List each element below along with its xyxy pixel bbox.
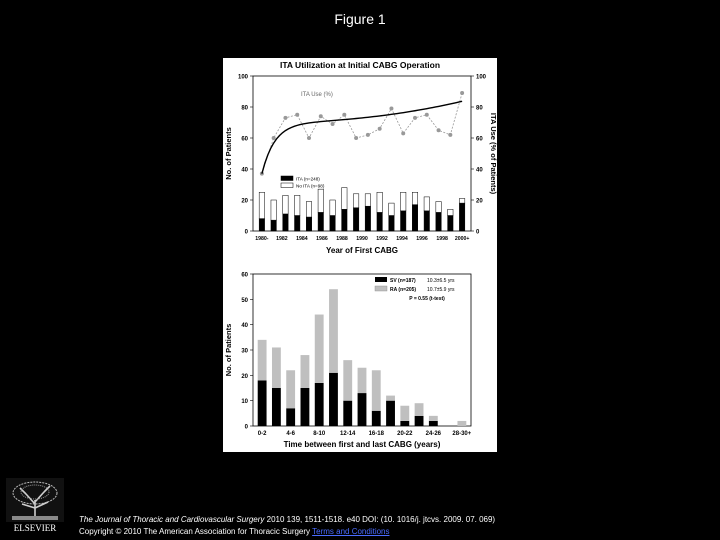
- chart2-bar-ra: [429, 416, 438, 421]
- chart1-bar-ita: [306, 217, 311, 231]
- chart1-bar-no-ita: [306, 202, 311, 218]
- chart1-y-axis-label: No. of Patients: [224, 127, 233, 180]
- chart1-bar-ita: [448, 216, 453, 232]
- chart1-bar-ita: [295, 216, 300, 232]
- chart2-legend-label-ra: RA (n=205): [390, 287, 417, 293]
- journal-name: The Journal of Thoracic and Cardiovascular Surgery: [79, 515, 265, 524]
- chart1-x-axis-label: Year of First CABG: [325, 246, 399, 255]
- chart1-bar-no-ita: [353, 194, 358, 208]
- chart2-bar-sv: [386, 401, 395, 426]
- terms-link[interactable]: Terms and Conditions: [312, 527, 390, 536]
- chart1-ita-use-point: [378, 127, 382, 131]
- chart1-x-tick-label: 1990: [356, 236, 368, 242]
- chart1-legend-label-ita: ITA (n=248): [296, 176, 320, 182]
- chart2-legend-swatch-ra: [375, 286, 387, 291]
- chart2-x-tick-label: 16-18: [368, 431, 384, 437]
- figure-title: Figure 1: [334, 11, 386, 27]
- svg-text:ELSEVIER: ELSEVIER: [13, 523, 57, 533]
- chart1-trend-line: [262, 101, 462, 173]
- chart1-ita-use-point: [460, 91, 464, 95]
- chart2-bar-sv: [301, 388, 310, 426]
- figure-panel: [223, 58, 497, 452]
- chart1-x-tick-label: 1988: [336, 236, 348, 242]
- chart2-y-tick-label: 20: [241, 373, 248, 380]
- chart2-bar-ra: [386, 396, 395, 401]
- chart2-bar-sv: [315, 383, 324, 426]
- chart1-ita-use-point: [437, 128, 441, 132]
- chart1-ita-use-point: [307, 136, 311, 140]
- figure-charts: [223, 58, 497, 452]
- chart1-y-tick-label: 40: [241, 167, 248, 174]
- citation-line-2: [79, 526, 495, 538]
- chart1-y2-tick-label: 40: [476, 167, 483, 174]
- chart1-bar-ita: [412, 205, 417, 231]
- chart1-title: ITA Utilization at Initial CABG Operation: [279, 60, 441, 70]
- chart2-bar-ra: [358, 368, 367, 393]
- chart2-bar-sv: [400, 421, 409, 426]
- chart1-bar-no-ita: [389, 203, 394, 215]
- chart2-x-tick-label: 0-2: [257, 431, 267, 437]
- chart2-bar-ra: [329, 289, 338, 373]
- chart2-bar-ra: [457, 421, 466, 426]
- chart2-bar-ra: [315, 315, 324, 383]
- chart1-ita-use-point: [295, 113, 299, 117]
- chart1-line-label: ITA Use (%): [301, 92, 333, 98]
- chart2-bar-sv: [343, 401, 352, 426]
- chart2-y-tick-label: 30: [241, 348, 248, 355]
- chart2-bar-ra: [286, 370, 295, 408]
- chart2-x-tick-label: 8-10: [313, 431, 326, 437]
- chart1-bar-ita: [389, 216, 394, 232]
- chart1-ita-use-point: [272, 136, 276, 140]
- chart1-y2-tick-label: 0: [476, 229, 480, 236]
- chart1-y-tick-label: 80: [241, 105, 248, 112]
- chart1-bar-ita: [330, 216, 335, 232]
- chart1-bar-no-ita: [436, 202, 441, 213]
- chart1-y2-tick-label: 80: [476, 105, 483, 112]
- chart2-y-tick-label: 60: [241, 272, 248, 279]
- chart1-bar-no-ita: [401, 192, 406, 211]
- chart1-ita-use-point: [342, 113, 346, 117]
- chart2-bar-sv: [415, 416, 424, 426]
- citation-line-1: [79, 514, 495, 526]
- chart1-legend-label-no-ita: No ITA (n=98): [296, 183, 325, 189]
- chart1-bar-no-ita: [330, 200, 335, 216]
- chart2-legend-swatch-sv: [375, 277, 387, 282]
- chart1-ita-use-point: [354, 136, 358, 140]
- chart1-ita-use-point: [283, 116, 287, 120]
- chart1-bar-ita: [353, 208, 358, 231]
- chart1-ita-use-point: [389, 107, 393, 111]
- chart1-y-tick-label: 20: [241, 198, 248, 205]
- chart1-bar-ita: [283, 214, 288, 231]
- elsevier-logo: [6, 478, 64, 534]
- citation: [79, 514, 495, 538]
- chart1-bar-ita: [377, 212, 382, 231]
- citation-ref: 2010 139, 1511-1518. e40 DOI: (10. 1016/j. jtcvs. 2009. 07. 069): [264, 515, 496, 524]
- chart1-bar-no-ita: [318, 189, 323, 212]
- chart2-bar-ra: [258, 340, 267, 381]
- chart2-x-tick-label: 28-30+: [452, 431, 472, 437]
- chart2-bar-sv: [258, 380, 267, 426]
- chart2-y-tick-label: 10: [241, 399, 248, 406]
- chart1-legend-swatch-ita: [281, 176, 293, 181]
- chart1-y2-axis-label: ITA Use (% of Patients): [489, 112, 498, 195]
- chart1-y-tick-label: 60: [241, 136, 248, 143]
- chart2-y-tick-label: 0: [244, 424, 248, 431]
- chart2-annotation-ra: 10.7±5.9 yrs: [427, 287, 455, 293]
- copyright-text: Copyright © 2010 The American Association for Thoracic Surgery: [79, 527, 311, 536]
- chart2-bar-ra: [272, 347, 281, 388]
- chart1-bar-no-ita: [412, 192, 417, 204]
- chart1-bar-ita: [342, 209, 347, 231]
- chart1-bar-ita: [459, 203, 464, 231]
- chart1-y-tick-label: 100: [237, 74, 248, 81]
- chart2-x-tick-label: 20-22: [397, 431, 413, 437]
- chart1-bar-ita: [259, 219, 264, 231]
- chart1-ita-use-line: [262, 93, 462, 174]
- chart1-bar-ita: [271, 220, 276, 231]
- chart1-bar-no-ita: [342, 188, 347, 210]
- chart1-x-tick-label: 1998: [436, 236, 448, 242]
- chart2-x-tick-label: 4-6: [286, 431, 296, 437]
- chart1-bar-ita: [318, 212, 323, 231]
- chart1-y2-tick-label: 20: [476, 198, 483, 205]
- chart1-x-tick-label: 1986: [316, 236, 328, 242]
- chart1-bar-no-ita: [448, 209, 453, 215]
- chart2-x-tick-label: 12-14: [340, 431, 356, 437]
- chart1-bar-no-ita: [271, 200, 276, 220]
- chart1-bar-ita: [424, 211, 429, 231]
- chart1-bar-no-ita: [365, 194, 370, 206]
- chart2-y-axis-label: No. of Patients: [224, 323, 233, 377]
- chart1-bar-no-ita: [377, 192, 382, 212]
- chart1-ita-use-point: [413, 116, 417, 120]
- chart1-x-tick-label: 1992: [376, 236, 388, 242]
- chart2-bar-sv: [372, 411, 381, 426]
- chart1-bar-no-ita: [295, 195, 300, 215]
- chart1-x-tick-label: 1980-: [255, 236, 269, 242]
- chart2-bar-sv: [358, 393, 367, 426]
- chart1-legend-swatch-no-ita: [281, 183, 293, 188]
- chart1-ita-use-point: [401, 131, 405, 135]
- chart2-bar-sv: [286, 408, 295, 426]
- chart1-ita-use-point: [366, 133, 370, 137]
- chart1-ita-use-point: [331, 122, 335, 126]
- chart2-bar-ra: [415, 403, 424, 416]
- chart1-ita-use-point: [319, 114, 323, 118]
- chart1-x-tick-label: 2000+: [454, 236, 470, 242]
- chart1-bar-no-ita: [459, 198, 464, 203]
- chart2-y-tick-label: 40: [241, 323, 248, 330]
- chart2-bar-ra: [301, 355, 310, 388]
- chart2-x-tick-label: 24-26: [425, 431, 442, 437]
- chart2-bar-sv: [272, 388, 281, 426]
- chart1-ita-use-point: [448, 133, 452, 137]
- chart1-bar-no-ita: [283, 195, 288, 214]
- chart1-x-tick-label: 1982: [276, 236, 288, 242]
- chart1-x-tick-label: 1994: [396, 236, 408, 242]
- chart1-y2-tick-label: 60: [476, 136, 483, 143]
- chart1-x-tick-label: 1984: [296, 236, 308, 242]
- chart2-annotation-sv: 10.3±6.5 yrs: [427, 278, 455, 284]
- chart2-y-tick-label: 50: [241, 297, 248, 304]
- chart2-annotation-p-value: P = 0.55 (t-test): [409, 296, 445, 302]
- chart2-legend-label-sv: SV (n=187): [390, 278, 416, 284]
- chart1-x-tick-label: 1996: [416, 236, 428, 242]
- chart2-bar-ra: [343, 360, 352, 401]
- chart1-y2-tick-label: 100: [476, 74, 487, 81]
- chart1-bar-ita: [401, 211, 406, 231]
- chart1-bar-no-ita: [259, 192, 264, 218]
- chart2-bar-sv: [329, 373, 338, 426]
- chart1-ita-use-point: [425, 113, 429, 117]
- chart1-bar-ita: [365, 206, 370, 231]
- chart1-y-tick-label: 0: [244, 229, 248, 236]
- chart1-bar-no-ita: [424, 197, 429, 211]
- chart2-bar-ra: [372, 370, 381, 411]
- chart2-bar-sv: [429, 421, 438, 426]
- chart1-bar-ita: [436, 212, 441, 231]
- chart2-bar-ra: [400, 406, 409, 421]
- chart2-x-axis-label: Time between first and last CABG (years): [283, 440, 441, 449]
